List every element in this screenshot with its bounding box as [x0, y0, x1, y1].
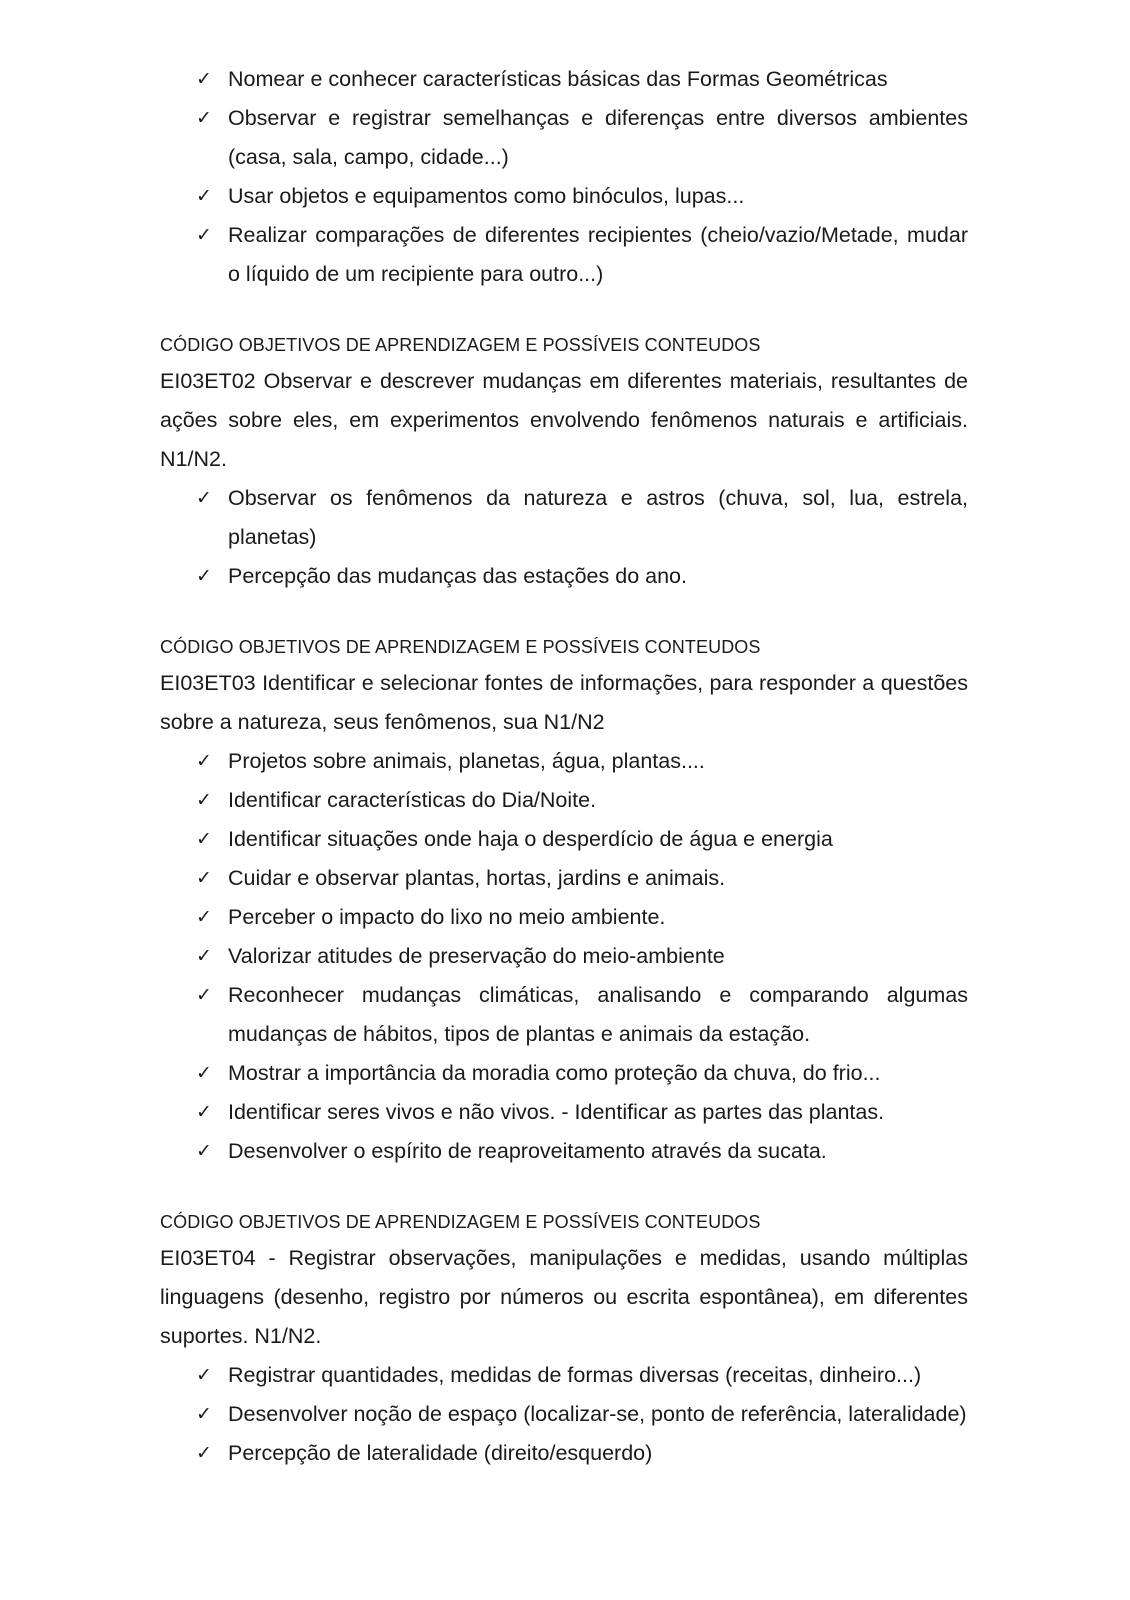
checkmark-icon: ✓ — [196, 185, 212, 207]
list-item — [160, 216, 968, 294]
checkmark-icon: ✓ — [196, 68, 212, 90]
checkmark-icon: ✓ — [196, 487, 212, 509]
checkmark-icon: ✓ — [196, 1062, 212, 1084]
list-item-text: Identificar situações onde haja o desperdício de água e energia — [228, 827, 833, 851]
list-item-text: Desenvolver noção de espaço (localizar-se, ponto de referência, lateralidade) — [228, 1402, 967, 1426]
section-description: EI03ET03 Identificar e selecionar fontes de informações, para responder a questões sobre a natureza, seus fenômenos, sua N1/N2 — [160, 671, 968, 734]
list-item — [160, 937, 968, 976]
list-item — [160, 177, 968, 216]
section-description: EI03ET04 - Registrar observações, manipulações e medidas, usando múltiplas linguagens (desenho, registro por números ou escrita espontânea), em diferentes suportes. N1/N2. — [160, 1246, 968, 1348]
list-item — [160, 1356, 968, 1395]
list-item-text: Usar objetos e equipamentos como binóculos, lupas... — [228, 184, 745, 208]
list-item-text: Registrar quantidades, medidas de formas diversas (receitas, dinheiro...) — [228, 1363, 922, 1387]
list-item — [160, 479, 968, 557]
section-ei03et04 — [160, 1209, 968, 1473]
intro-checklist — [160, 60, 968, 294]
checkmark-icon: ✓ — [196, 789, 212, 811]
list-item — [160, 1093, 968, 1132]
checkmark-icon: ✓ — [196, 1442, 212, 1464]
checkmark-icon: ✓ — [196, 984, 212, 1006]
section-checklist — [160, 742, 968, 1171]
list-item — [160, 898, 968, 937]
checkmark-icon: ✓ — [196, 1140, 212, 1162]
checkmark-icon: ✓ — [196, 1101, 212, 1123]
checkmark-icon: ✓ — [196, 906, 212, 928]
list-item-text: Realizar comparações de diferentes recipientes (cheio/vazio/Metade, mudar o líquido de um recipiente para outro...) — [228, 223, 968, 286]
list-item-text: Valorizar atitudes de preservação do meio-ambiente — [228, 944, 725, 968]
list-item — [160, 781, 968, 820]
list-item-text: Mostrar a importância da moradia como proteção da chuva, do frio... — [228, 1061, 881, 1085]
list-item — [160, 60, 968, 99]
section-heading: CÓDIGO OBJETIVOS DE APRENDIZAGEM E POSSÍVEIS CONTEUDOS — [160, 637, 761, 657]
checkmark-icon: ✓ — [196, 565, 212, 587]
checkmark-icon: ✓ — [196, 224, 212, 246]
document-content — [160, 60, 968, 1473]
list-item — [160, 1054, 968, 1093]
checkmark-icon: ✓ — [196, 945, 212, 967]
list-item — [160, 557, 968, 596]
checkmark-icon: ✓ — [196, 1403, 212, 1425]
list-item — [160, 859, 968, 898]
list-item — [160, 1395, 968, 1434]
checkmark-icon: ✓ — [196, 750, 212, 772]
list-item-text: Desenvolver o espírito de reaproveitamento através da sucata. — [228, 1139, 827, 1163]
list-item-text: Percepção de lateralidade (direito/esquerdo) — [228, 1441, 653, 1465]
list-item-text: Perceber o impacto do lixo no meio ambiente. — [228, 905, 666, 929]
list-item-text: Observar os fenômenos da natureza e astros (chuva, sol, lua, estrela, planetas) — [228, 486, 968, 549]
section-heading: CÓDIGO OBJETIVOS DE APRENDIZAGEM E POSSÍVEIS CONTEUDOS — [160, 1212, 761, 1232]
section-description: EI03ET02 Observar e descrever mudanças em diferentes materiais, resultantes de ações sobre eles, em experimentos envolvendo fenômenos naturais e artificiais. N1/N2. — [160, 369, 968, 471]
list-item-text: Observar e registrar semelhanças e diferenças entre diversos ambientes (casa, sala, campo, cidade...) — [228, 106, 968, 169]
list-item-text: Cuidar e observar plantas, hortas, jardins e animais. — [228, 866, 726, 890]
list-item — [160, 820, 968, 859]
list-item-text: Reconhecer mudanças climáticas, analisando e comparando algumas mudanças de hábitos, tipos de plantas e animais da estação. — [228, 983, 968, 1046]
list-item-text: Projetos sobre animais, planetas, água, plantas.... — [228, 749, 705, 773]
section-ei03et03 — [160, 634, 968, 1171]
list-item-text: Identificar seres vivos e não vivos. - Identificar as partes das plantas. — [228, 1100, 885, 1124]
checkmark-icon: ✓ — [196, 1364, 212, 1386]
list-item — [160, 1132, 968, 1171]
section-checklist — [160, 1356, 968, 1473]
checkmark-icon: ✓ — [196, 828, 212, 850]
section-ei03et02 — [160, 332, 968, 596]
list-item — [160, 742, 968, 781]
section-heading: CÓDIGO OBJETIVOS DE APRENDIZAGEM E POSSÍVEIS CONTEUDOS — [160, 335, 761, 355]
list-item-text: Nomear e conhecer características básicas das Formas Geométricas — [228, 67, 888, 91]
list-item-text: Identificar características do Dia/Noite. — [228, 788, 597, 812]
list-item — [160, 99, 968, 177]
list-item — [160, 976, 968, 1054]
section-checklist — [160, 479, 968, 596]
checkmark-icon: ✓ — [196, 867, 212, 889]
checkmark-icon: ✓ — [196, 107, 212, 129]
list-item-text: Percepção das mudanças das estações do ano. — [228, 564, 687, 588]
list-item — [160, 1434, 968, 1473]
